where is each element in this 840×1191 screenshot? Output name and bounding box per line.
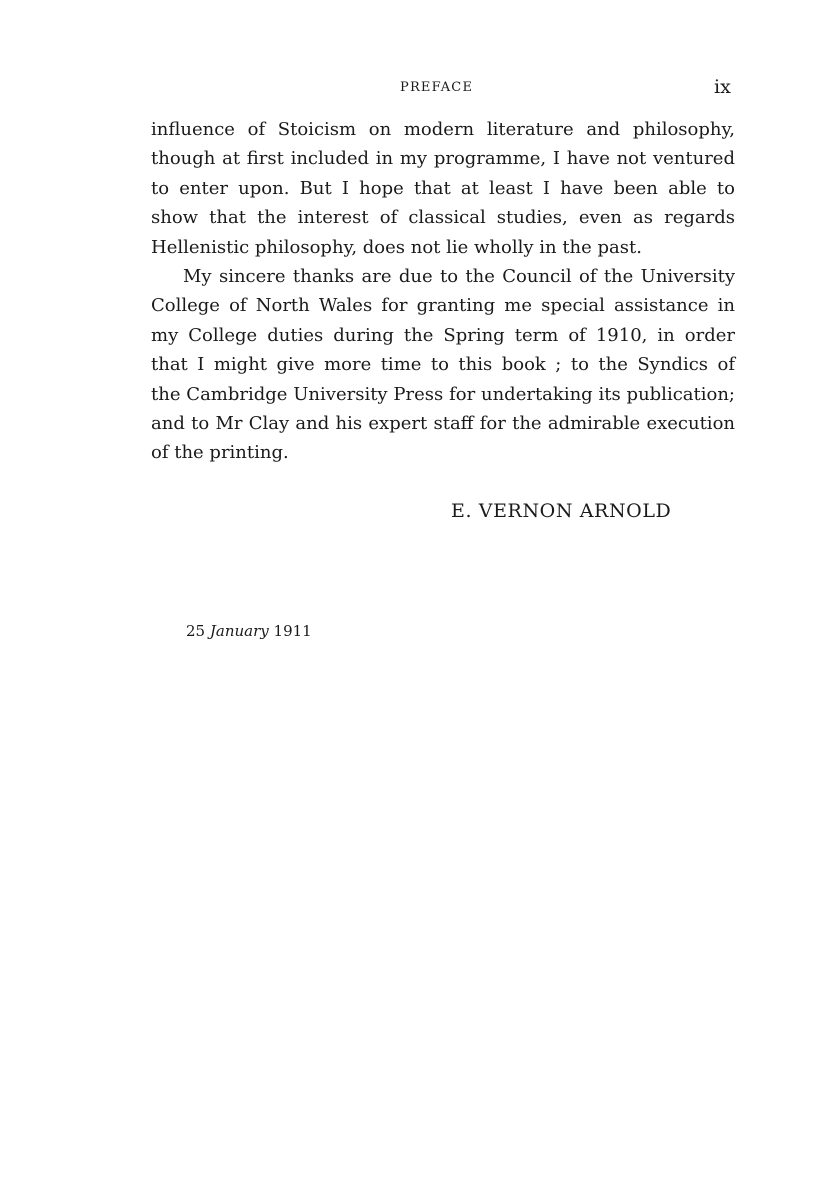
text-line: influence of Stoicism on modern literature and philosophy,	[151, 119, 735, 140]
text-line: My sincere thanks are due to the Council of the University	[183, 266, 735, 288]
date-month: January	[209, 622, 269, 640]
running-head-title: PREFACE	[400, 80, 474, 95]
preface-date	[186, 622, 312, 640]
page-number: ix	[714, 76, 731, 98]
preface-body	[151, 115, 735, 468]
text-line: show that the interest of classical studies, even as regards	[151, 207, 735, 229]
text-line: to enter upon. But I hope that at least I have been able to	[151, 177, 735, 199]
text-line: College of North Wales for granting me special assistance in	[151, 295, 735, 317]
text-line: of the printing.	[151, 442, 289, 464]
text-line: my College duties during the Spring term of 1910, in order	[151, 324, 735, 346]
date-year: 1911	[273, 622, 312, 640]
author-signature: E. VERNON ARNOLD	[451, 500, 672, 522]
text-line: that I might give more time to this book ; to the Syndics of	[151, 354, 735, 376]
paragraph-2	[151, 262, 735, 468]
paragraph-1	[151, 115, 735, 262]
text-line: though at first included in my programme, I have not ventured	[151, 148, 735, 170]
text-line: the Cambridge University Press for undertaking its publication;	[151, 383, 735, 405]
text-line: Hellenistic philosophy, does not lie wholly in the past.	[151, 236, 642, 258]
text-line: and to Mr Clay and his expert staff for the admirable execution	[151, 413, 735, 435]
date-day: 25	[186, 622, 206, 640]
